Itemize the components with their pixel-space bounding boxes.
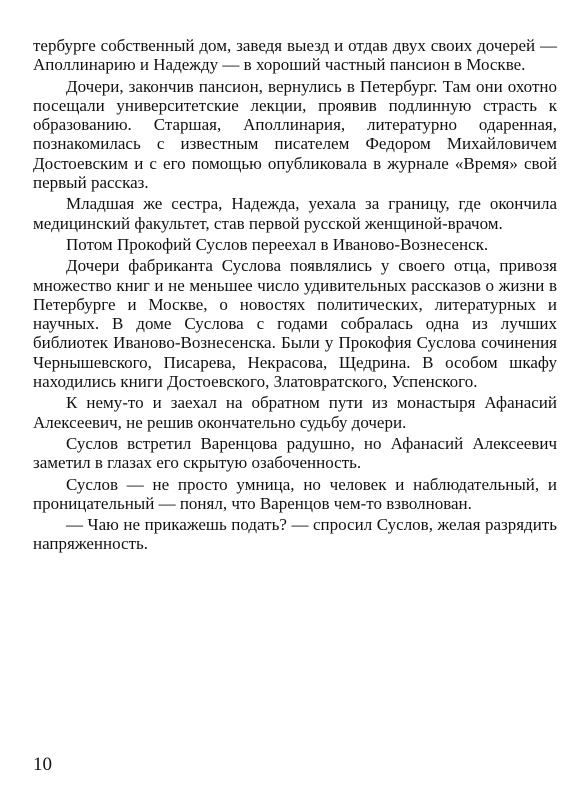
paragraph-2: Дочери, закончив пансион, вернулись в Петербург. Там они охотно посещали университетские лекции, проявив подлинную страсть к образованию. Старшая, Аполлинария, литературно одаренная, познакомилась с известным писателем Федором Михайловичем Достоевским и с его помощью опубликовала в журнале «Время» свой первый рассказ. <box>33 76 557 193</box>
paragraph-8: Суслов — не просто умница, но человек и наблюдательный, и проницательный — понял, что Варенцов чем-то взволнован. <box>33 474 557 513</box>
paragraph-9: — Чаю не прикажешь подать? — спросил Суслов, желая разрядить напряженность. <box>33 515 557 554</box>
paragraph-1: тербурге собственный дом, заведя выезд и отдав двух своих дочерей — Аполлинарию и Надежду — в хороший частный пансион в Москве. <box>33 36 557 75</box>
paragraph-6: К нему-то и заехал на обратном пути из монастыря Афанасий Алексеевич, не решив окончательно судьбу дочери. <box>33 393 557 432</box>
paragraph-4: Потом Прокофий Суслов переехал в Иваново-Вознесенск. <box>66 234 489 254</box>
paragraph-7: Суслов встретил Варенцова радушно, но Афанасий Алексеевич заметил в глазах его скрытую озабоченность. <box>33 433 557 473</box>
body-text <box>33 36 557 556</box>
paragraph-5: Дочери фабриканта Суслова появлялись у своего отца, привозя множество книг и не меньшее число удивительных рассказов о жизни в Петербурге и Москве, о новостях политических, литературных и научных. В доме Суслова с годами собралась одна из лучших библиотек Иваново-Вознесенска. Были у Прокофия Суслова сочинения Чернышевского, Писарева, Некрасова, Щедрина. В особом шкафу находились книги Достоевского, Златовратского, Успенского. <box>33 256 557 392</box>
paragraph-3: Младшая же сестра, Надежда, уехала за границу, где окончила медицинский факультет, став первой русской женщиной-врачом. <box>33 194 557 233</box>
page-number: 10 <box>33 754 52 775</box>
